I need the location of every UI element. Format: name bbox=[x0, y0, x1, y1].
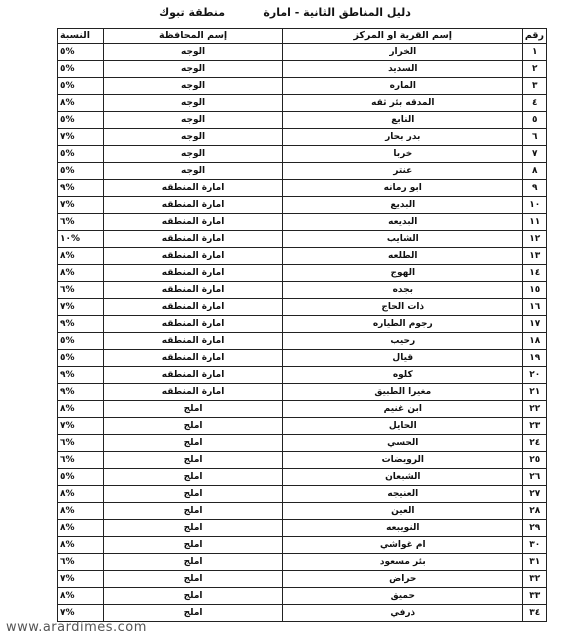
row-governorate: امارة المنطقه bbox=[104, 282, 283, 299]
table-row bbox=[58, 520, 547, 537]
row-governorate: املج bbox=[104, 520, 283, 537]
table-row bbox=[58, 452, 547, 469]
row-village: رحيب bbox=[283, 333, 523, 350]
table-row bbox=[58, 95, 547, 112]
row-governorate: امارة المنطقه bbox=[104, 299, 283, 316]
row-percent: %٥ bbox=[58, 61, 104, 78]
row-percent: %٨ bbox=[58, 588, 104, 605]
row-percent: %٩ bbox=[58, 180, 104, 197]
table-row bbox=[58, 588, 547, 605]
row-village: البديعه bbox=[283, 214, 523, 231]
table-row bbox=[58, 197, 547, 214]
row-percent: %٥ bbox=[58, 163, 104, 180]
header-village: إسم القرية او المركز bbox=[283, 29, 523, 44]
row-percent: %٥ bbox=[58, 333, 104, 350]
row-village: النويبعه bbox=[283, 520, 523, 537]
row-governorate: املج bbox=[104, 554, 283, 571]
row-percent: %٨ bbox=[58, 248, 104, 265]
row-village: الطلعه bbox=[283, 248, 523, 265]
row-governorate: الوجه bbox=[104, 112, 283, 129]
table-row bbox=[58, 299, 547, 316]
row-village: مغيرا الطبيق bbox=[283, 384, 523, 401]
row-village: السديد bbox=[283, 61, 523, 78]
table-row bbox=[58, 180, 547, 197]
row-governorate: امارة المنطقه bbox=[104, 197, 283, 214]
row-village: عنتر bbox=[283, 163, 523, 180]
table-row bbox=[58, 503, 547, 520]
row-percent: %٧ bbox=[58, 299, 104, 316]
row-village: قيال bbox=[283, 350, 523, 367]
row-governorate: امارة المنطقه bbox=[104, 350, 283, 367]
row-num: ٢ bbox=[523, 61, 547, 78]
row-num: ٣ bbox=[523, 78, 547, 95]
row-num: ١٨ bbox=[523, 333, 547, 350]
row-governorate: املج bbox=[104, 571, 283, 588]
row-governorate: امارة المنطقه bbox=[104, 333, 283, 350]
row-num: ١٦ bbox=[523, 299, 547, 316]
row-percent: %٦ bbox=[58, 214, 104, 231]
table-row bbox=[58, 248, 547, 265]
table-row bbox=[58, 469, 547, 486]
row-governorate: الوجه bbox=[104, 129, 283, 146]
row-governorate: الوجه bbox=[104, 44, 283, 61]
row-governorate: املج bbox=[104, 401, 283, 418]
row-num: ١٥ bbox=[523, 282, 547, 299]
row-num: ٢٨ bbox=[523, 503, 547, 520]
row-num: ١ bbox=[523, 44, 547, 61]
row-governorate: املج bbox=[104, 537, 283, 554]
row-percent: %٧ bbox=[58, 605, 104, 622]
row-percent: %٦ bbox=[58, 282, 104, 299]
row-village: خربا bbox=[283, 146, 523, 163]
row-village: ذرفي bbox=[283, 605, 523, 622]
table-row bbox=[58, 78, 547, 95]
table-row bbox=[58, 333, 547, 350]
row-num: ٣٣ bbox=[523, 588, 547, 605]
row-village: حميق bbox=[283, 588, 523, 605]
row-governorate: الوجه bbox=[104, 95, 283, 112]
row-percent: %٥ bbox=[58, 350, 104, 367]
watermark: www.arardimes.com bbox=[6, 620, 147, 635]
table-row bbox=[58, 163, 547, 180]
row-num: ٧ bbox=[523, 146, 547, 163]
row-village: بئر مسعود bbox=[283, 554, 523, 571]
row-percent: %٦ bbox=[58, 554, 104, 571]
row-governorate: امارة المنطقه bbox=[104, 180, 283, 197]
row-percent: %٦ bbox=[58, 435, 104, 452]
row-percent: %٩ bbox=[58, 316, 104, 333]
table-row bbox=[58, 282, 547, 299]
row-village: ابو رمانه bbox=[283, 180, 523, 197]
table-row bbox=[58, 129, 547, 146]
table-row bbox=[58, 605, 547, 622]
row-percent: %٨ bbox=[58, 95, 104, 112]
row-governorate: الوجه bbox=[104, 146, 283, 163]
row-village: ذات الحاج bbox=[283, 299, 523, 316]
row-percent: %٥ bbox=[58, 44, 104, 61]
row-village: العين bbox=[283, 503, 523, 520]
row-governorate: امارة المنطقه bbox=[104, 384, 283, 401]
row-governorate: الوجه bbox=[104, 61, 283, 78]
header-percent: النسبة bbox=[58, 29, 104, 44]
header-governorate: إسم المحافظة bbox=[104, 29, 283, 44]
row-village: البديع bbox=[283, 197, 523, 214]
table-row bbox=[58, 61, 547, 78]
table-row bbox=[58, 112, 547, 129]
row-num: ٦ bbox=[523, 129, 547, 146]
row-num: ٣٠ bbox=[523, 537, 547, 554]
row-governorate: املج bbox=[104, 452, 283, 469]
row-village: النابع bbox=[283, 112, 523, 129]
table-row bbox=[58, 146, 547, 163]
row-num: ٥ bbox=[523, 112, 547, 129]
row-num: ٢٢ bbox=[523, 401, 547, 418]
row-percent: %٥ bbox=[58, 469, 104, 486]
header-num: رقم bbox=[523, 29, 547, 44]
row-percent: %٥ bbox=[58, 78, 104, 95]
row-num: ٢١ bbox=[523, 384, 547, 401]
row-percent: %١٠ bbox=[58, 231, 104, 248]
row-num: ٩ bbox=[523, 180, 547, 197]
row-percent: %٥ bbox=[58, 146, 104, 163]
row-governorate: املج bbox=[104, 486, 283, 503]
row-village: بدر بحار bbox=[283, 129, 523, 146]
page-title: دليل المناطق الثانية - امارة منطقة تبوك bbox=[159, 6, 411, 19]
row-num: ٨ bbox=[523, 163, 547, 180]
table-row bbox=[58, 401, 547, 418]
row-percent: %٨ bbox=[58, 265, 104, 282]
row-governorate: امارة المنطقه bbox=[104, 367, 283, 384]
row-governorate: الوجه bbox=[104, 163, 283, 180]
row-percent: %٨ bbox=[58, 520, 104, 537]
row-num: ٢٧ bbox=[523, 486, 547, 503]
row-governorate: املج bbox=[104, 605, 283, 622]
table-row bbox=[58, 316, 547, 333]
row-percent: %٧ bbox=[58, 418, 104, 435]
row-village: الرويضات bbox=[283, 452, 523, 469]
row-village: الخرار bbox=[283, 44, 523, 61]
row-percent: %٧ bbox=[58, 129, 104, 146]
table-row bbox=[58, 265, 547, 282]
row-village: العنيجه bbox=[283, 486, 523, 503]
row-governorate: امارة المنطقه bbox=[104, 214, 283, 231]
table-row bbox=[58, 231, 547, 248]
row-num: ٤ bbox=[523, 95, 547, 112]
row-governorate: امارة المنطقه bbox=[104, 316, 283, 333]
row-village: ابن غنيم bbox=[283, 401, 523, 418]
row-num: ٣١ bbox=[523, 554, 547, 571]
row-percent: %٨ bbox=[58, 401, 104, 418]
table-row bbox=[58, 435, 547, 452]
row-percent: %٨ bbox=[58, 486, 104, 503]
row-village: ام غواشي bbox=[283, 537, 523, 554]
row-num: ١٩ bbox=[523, 350, 547, 367]
row-governorate: املج bbox=[104, 418, 283, 435]
row-num: ١٠ bbox=[523, 197, 547, 214]
row-village: رجوم الطياره bbox=[283, 316, 523, 333]
table-row bbox=[58, 537, 547, 554]
table-row bbox=[58, 384, 547, 401]
row-num: ٢٦ bbox=[523, 469, 547, 486]
table-header-row bbox=[58, 29, 547, 44]
row-village: الشايب bbox=[283, 231, 523, 248]
table-row bbox=[58, 367, 547, 384]
row-governorate: الوجه bbox=[104, 78, 283, 95]
row-governorate: امارة المنطقه bbox=[104, 265, 283, 282]
row-village: الشبعان bbox=[283, 469, 523, 486]
row-village: الهوج bbox=[283, 265, 523, 282]
table-row bbox=[58, 214, 547, 231]
row-village: المدقه بئر ثقه bbox=[283, 95, 523, 112]
table-row bbox=[58, 350, 547, 367]
row-percent: %٨ bbox=[58, 537, 104, 554]
row-percent: %٧ bbox=[58, 571, 104, 588]
table-row bbox=[58, 554, 547, 571]
row-percent: %٦ bbox=[58, 452, 104, 469]
row-num: ١٤ bbox=[523, 265, 547, 282]
row-governorate: امارة المنطقه bbox=[104, 248, 283, 265]
row-percent: %٧ bbox=[58, 197, 104, 214]
row-percent: %٨ bbox=[58, 503, 104, 520]
table-row bbox=[58, 571, 547, 588]
table-row bbox=[58, 486, 547, 503]
row-num: ٢٤ bbox=[523, 435, 547, 452]
table-row bbox=[58, 44, 547, 61]
row-percent: %٩ bbox=[58, 367, 104, 384]
row-num: ١٢ bbox=[523, 231, 547, 248]
row-num: ٢٥ bbox=[523, 452, 547, 469]
row-village: حراض bbox=[283, 571, 523, 588]
row-num: ١٣ bbox=[523, 248, 547, 265]
row-num: ٢٠ bbox=[523, 367, 547, 384]
row-num: ١٧ bbox=[523, 316, 547, 333]
row-num: ٣٢ bbox=[523, 571, 547, 588]
row-num: ٢٩ bbox=[523, 520, 547, 537]
row-num: ٣٤ bbox=[523, 605, 547, 622]
row-percent: %٩ bbox=[58, 384, 104, 401]
row-governorate: املج bbox=[104, 435, 283, 452]
row-village: بجده bbox=[283, 282, 523, 299]
row-village: الماره bbox=[283, 78, 523, 95]
row-num: ٢٣ bbox=[523, 418, 547, 435]
row-governorate: املج bbox=[104, 503, 283, 520]
row-village: كلوه bbox=[283, 367, 523, 384]
row-village: الحسي bbox=[283, 435, 523, 452]
table-row bbox=[58, 418, 547, 435]
row-num: ١١ bbox=[523, 214, 547, 231]
row-governorate: امارة المنطقه bbox=[104, 231, 283, 248]
villages-table bbox=[57, 28, 547, 622]
row-village: الحايل bbox=[283, 418, 523, 435]
row-percent: %٥ bbox=[58, 112, 104, 129]
row-governorate: املج bbox=[104, 469, 283, 486]
row-governorate: املج bbox=[104, 588, 283, 605]
